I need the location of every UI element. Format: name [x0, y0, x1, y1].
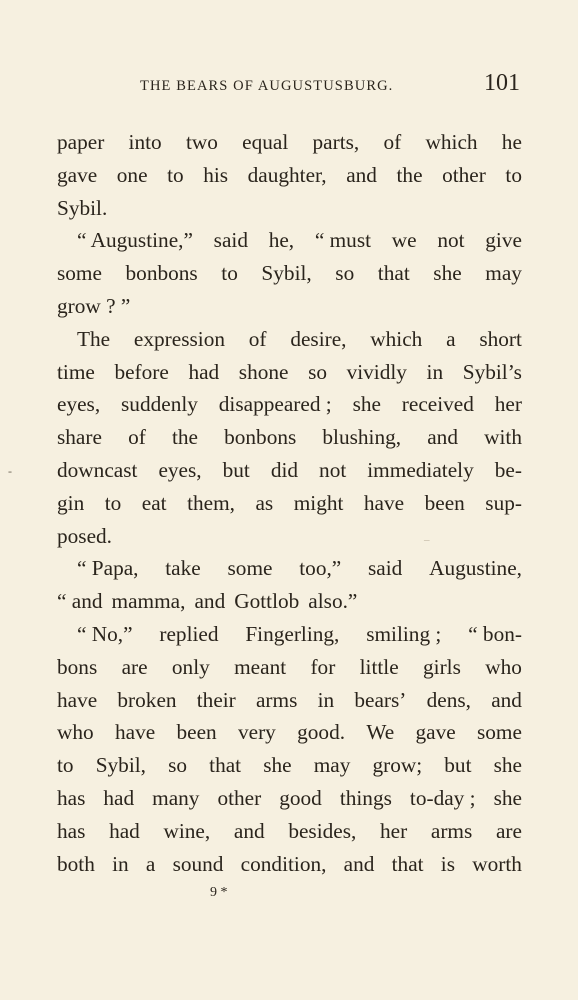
word: she [433, 261, 462, 286]
word: grow ? ” [57, 293, 131, 318]
word: short [479, 326, 522, 351]
body-text [57, 126, 522, 880]
page-number: 101 [484, 70, 520, 96]
word: suddenly [121, 392, 198, 417]
word: she [493, 753, 522, 778]
word: also.” [308, 589, 358, 614]
word: been [176, 720, 217, 745]
word: so [335, 261, 355, 286]
text-line [57, 684, 522, 717]
word: not [437, 228, 465, 253]
word: of [128, 425, 146, 450]
word: equal [242, 130, 289, 154]
word: other [217, 785, 262, 810]
word: smiling ; [366, 621, 442, 646]
word: in [317, 687, 335, 712]
word: paper [57, 130, 105, 154]
word: she [493, 785, 522, 810]
word: that [209, 753, 242, 778]
text-line [57, 356, 522, 389]
word: his [203, 162, 229, 187]
word: condition, [240, 851, 327, 876]
margin-mark: - [8, 464, 12, 478]
word: have [57, 687, 98, 712]
word: are [121, 654, 148, 679]
word: disappeared ; [218, 392, 332, 417]
word: in [112, 851, 129, 876]
word: into [128, 130, 162, 154]
text-line [57, 290, 522, 323]
word: their [196, 687, 236, 712]
text-line [57, 159, 522, 192]
word: has [57, 785, 86, 810]
word: the [396, 162, 423, 187]
word: did [270, 457, 299, 482]
word: who [57, 720, 94, 745]
word: one [116, 162, 148, 187]
word: may [485, 261, 522, 286]
word: and [346, 162, 377, 187]
word: The [77, 326, 111, 351]
word: and [343, 851, 375, 876]
word: he [501, 130, 522, 154]
stray-mark: _ [424, 530, 430, 542]
word: arms [255, 687, 298, 712]
word: arms [430, 818, 473, 843]
word: to [221, 261, 238, 286]
text-line [57, 388, 522, 421]
word: “ Papa, [77, 556, 139, 581]
word: give [485, 228, 522, 253]
word: bears’ [354, 687, 407, 712]
word: downcast [57, 457, 138, 482]
text-line [57, 618, 522, 651]
word: very [237, 720, 276, 745]
text-line [57, 585, 522, 618]
word: some [57, 261, 102, 286]
word: of [248, 326, 267, 351]
word: blushing, [322, 425, 402, 450]
text-line [57, 192, 522, 225]
word: sup- [485, 490, 522, 515]
word: some [477, 720, 522, 745]
word: Sybil, [95, 753, 146, 778]
word: many [152, 785, 200, 810]
running-title: THE BEARS OF AUGUSTUSBURG. [140, 78, 394, 94]
word: eat [141, 490, 167, 515]
word: meant [234, 654, 287, 679]
text-line [57, 848, 522, 881]
text-line [57, 520, 522, 553]
word: that [391, 851, 424, 876]
word: We [366, 720, 395, 745]
word: so [168, 753, 188, 778]
word: both [57, 851, 95, 876]
word: are [495, 818, 522, 843]
word: a [446, 326, 456, 351]
word: but [222, 457, 250, 482]
word: have [363, 490, 405, 515]
word: Augustine, [429, 556, 522, 581]
text-line [57, 257, 522, 290]
word: bonbons [125, 261, 198, 286]
word: who [485, 654, 522, 679]
word: little [359, 654, 399, 679]
word: to [167, 162, 184, 187]
word: not [319, 457, 347, 482]
word: the [171, 425, 198, 450]
word: received [401, 392, 474, 417]
word: other [442, 162, 486, 187]
word: said [213, 228, 248, 253]
word: to-day ; [409, 785, 476, 810]
word: expression [133, 326, 225, 351]
text-line [57, 716, 522, 749]
word: had [109, 818, 140, 843]
word: has [57, 818, 86, 843]
word: sound [172, 851, 224, 876]
word: so [308, 359, 327, 384]
word: Sybil. [57, 195, 108, 220]
text-line [57, 126, 522, 159]
word: may [313, 753, 351, 778]
word: posed. [57, 523, 113, 548]
word: we [391, 228, 417, 253]
word: to [104, 490, 122, 515]
word: that [377, 261, 410, 286]
word: grow; [372, 753, 423, 778]
word: some [227, 556, 273, 581]
word: which [370, 326, 423, 351]
text-line [57, 552, 522, 585]
word: good [279, 785, 322, 810]
word: before [114, 359, 169, 384]
signature-mark: 9 * [210, 885, 228, 900]
word: besides, [288, 818, 357, 843]
text-line [57, 815, 522, 848]
word: gin [57, 490, 85, 515]
word: “ must [314, 228, 372, 253]
word: too,” [299, 556, 342, 581]
text-line [57, 651, 522, 684]
word: Fingerling, [245, 621, 340, 646]
word: said [368, 556, 403, 581]
word: shone [238, 359, 289, 384]
word: vividly [346, 359, 407, 384]
word: mamma, [111, 589, 186, 614]
word: for [310, 654, 336, 679]
word: girls [423, 654, 461, 679]
word: “ bon- [468, 621, 522, 646]
word: he, [268, 228, 295, 253]
word: take [165, 556, 201, 581]
word: in [426, 359, 444, 384]
word: be- [494, 457, 522, 482]
word: replied [159, 621, 219, 646]
word: immediately [367, 457, 474, 482]
word: them, [187, 490, 235, 515]
word: but [444, 753, 472, 778]
word: “ No,” [77, 621, 133, 646]
word: wine, [163, 818, 211, 843]
text-line [57, 782, 522, 815]
word: have [114, 720, 156, 745]
word: and [233, 818, 265, 843]
word: is [440, 851, 456, 876]
word: Gottlob [234, 589, 300, 614]
word: daughter, [247, 162, 327, 187]
word: had [188, 359, 220, 384]
page-header [56, 68, 522, 104]
word: might [293, 490, 344, 515]
text-line [57, 323, 522, 356]
word: things [339, 785, 392, 810]
word: as [255, 490, 274, 515]
word: good. [297, 720, 346, 745]
word: bons [57, 654, 98, 679]
word: Sybil’s [462, 359, 522, 384]
text-line [57, 454, 522, 487]
word: her [494, 392, 522, 417]
word: to [57, 753, 74, 778]
word: and [194, 589, 226, 614]
word: with [484, 425, 522, 450]
word: only [171, 654, 210, 679]
word: and [491, 687, 522, 712]
word: gave [415, 720, 456, 745]
text-line [57, 421, 522, 454]
word: “ and [57, 589, 103, 614]
word: worth [472, 851, 522, 876]
word: “ Augustine,” [77, 228, 193, 253]
word: of [383, 130, 402, 154]
text-line [57, 749, 522, 782]
word: parts, [312, 130, 360, 154]
word: dens, [426, 687, 471, 712]
word: which [425, 130, 478, 154]
word: bonbons [224, 425, 297, 450]
word: she [352, 392, 381, 417]
word: a [145, 851, 156, 876]
word: two [185, 130, 218, 154]
word: share [57, 425, 102, 450]
text-line [57, 487, 522, 520]
word: had [103, 785, 135, 810]
word: eyes, [158, 457, 202, 482]
word: desire, [290, 326, 347, 351]
word: time [57, 359, 95, 384]
word: and [427, 425, 458, 450]
word: broken [117, 687, 177, 712]
text-line [57, 224, 522, 257]
word: her [380, 818, 408, 843]
word: Sybil, [261, 261, 312, 286]
word: gave [57, 162, 98, 187]
word: she [263, 753, 292, 778]
word: eyes, [57, 392, 101, 417]
word: to [505, 162, 522, 187]
word: been [424, 490, 465, 515]
